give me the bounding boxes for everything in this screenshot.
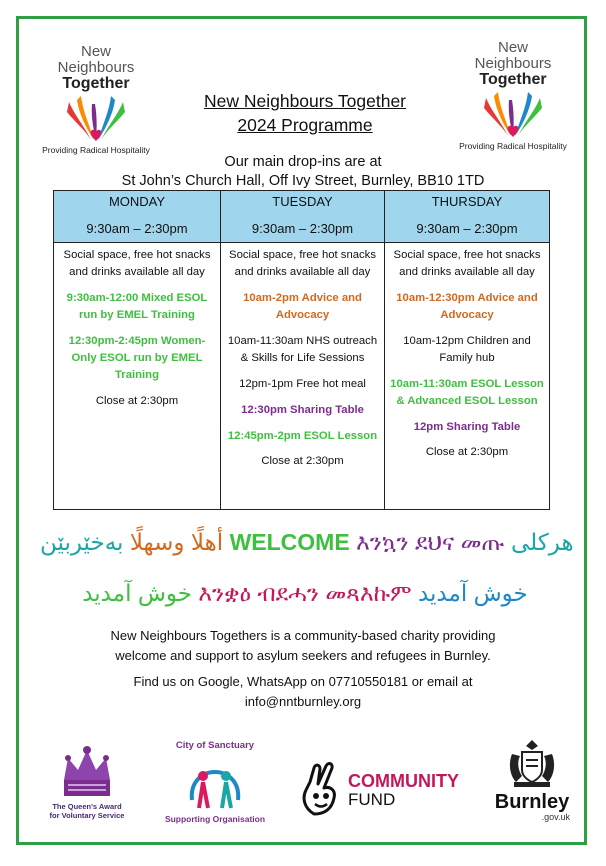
welcome-multilingual-row-1 bbox=[40, 529, 574, 555]
sanctuary-top-text: City of Sanctuary bbox=[175, 740, 255, 751]
welcome-farsi: خوش آمدید bbox=[417, 580, 528, 606]
schedule-entry: Social space, free hot snacks and drinks available all day bbox=[229, 249, 376, 278]
schedule-entry: 12pm-1pm Free hot meal bbox=[239, 377, 366, 390]
page-title bbox=[160, 90, 450, 137]
intro-venue-address: St John’s Church Hall, Off Ivy Street, Burnley, BB10 1TD bbox=[121, 172, 485, 189]
schedule-entry: Close at 2:30pm bbox=[95, 394, 179, 407]
logo-word-new: New bbox=[497, 39, 528, 56]
intro-line-1: Our main drop-ins are at bbox=[224, 154, 382, 170]
welcome-sorani: بەخێربێن bbox=[40, 529, 124, 555]
schedule-body-row bbox=[54, 243, 550, 510]
crossed-fingers-icon bbox=[296, 760, 348, 818]
crown-icon bbox=[58, 744, 116, 800]
day-label: THURSDAY bbox=[431, 194, 503, 209]
community-fund-logo bbox=[296, 760, 478, 820]
community-fund-word-2: FUND bbox=[348, 789, 396, 809]
schedule-entry: 10am-2pm Advice and Advocacy bbox=[243, 291, 362, 321]
schedule-entry: Close at 2:30pm bbox=[425, 446, 509, 459]
burnley-name: Burnley bbox=[494, 791, 570, 813]
about-line-1: New Neighbours Togethers is a community-based charity providing bbox=[110, 628, 496, 643]
welcome-english: WELCOME bbox=[229, 529, 350, 555]
contact-email: info@nntburnley.org bbox=[244, 694, 362, 710]
schedule-entry: 12:30pm-2:45pm Women-Only ESOL run by EMEL Training bbox=[68, 334, 206, 381]
schedule-entry: 10am-11:30am ESOL Lesson & Advanced ESOL Lesson bbox=[390, 377, 544, 407]
nnt-logo-right bbox=[452, 40, 574, 151]
day-label: MONDAY bbox=[108, 194, 166, 209]
coat-of-arms-icon bbox=[504, 736, 560, 790]
hands-heart-icon bbox=[478, 90, 548, 140]
schedule-entry: Close at 2:30pm bbox=[261, 455, 344, 468]
monday-header bbox=[54, 191, 221, 243]
welcome-arabic: أهلًا وسهلًا bbox=[129, 529, 224, 555]
day-label: TUESDAY bbox=[272, 194, 333, 209]
queens-award-logo bbox=[44, 744, 130, 821]
thursday-header bbox=[385, 191, 550, 243]
hours-label: 9:30am – 2:30pm bbox=[416, 221, 518, 236]
logo-tagline: Providing Radical Hospitality bbox=[459, 141, 567, 152]
queens-award-line-1: The Queen's Award bbox=[52, 802, 122, 811]
burnley-council-logo bbox=[490, 736, 574, 822]
contact-info bbox=[40, 672, 566, 712]
venue-intro bbox=[60, 153, 546, 191]
schedule-table bbox=[53, 190, 550, 510]
thursday-column bbox=[385, 243, 550, 510]
schedule-entry: 12:45pm-2pm ESOL Lesson bbox=[227, 429, 378, 442]
contact-line-1: Find us on Google, WhatsApp on 07710550181 or email at bbox=[133, 674, 473, 689]
schedule-entry: Social space, free hot snacks and drinks available all day bbox=[63, 249, 211, 278]
city-of-sanctuary-logo bbox=[162, 736, 268, 830]
schedule-entry: 10am-12pm Children and Family hub bbox=[403, 334, 531, 364]
nnt-logo-left bbox=[36, 44, 156, 155]
welcome-dari: خوش آمدید bbox=[82, 580, 193, 606]
schedule-header-row bbox=[54, 191, 550, 243]
tuesday-header bbox=[221, 191, 385, 243]
burnley-domain: .gov.uk bbox=[541, 812, 570, 822]
logo-word-neighbours: Neighbours bbox=[57, 58, 135, 76]
logo-word-new: New bbox=[80, 43, 111, 60]
about-line-2: welcome and support to asylum seekers and refugees in Burnley. bbox=[115, 648, 491, 664]
title-line-2: 2024 Programme bbox=[237, 114, 373, 135]
tuesday-column bbox=[221, 243, 385, 510]
schedule-entry: 10am-11:30am NHS outreach & Skills for Life Sessions bbox=[227, 334, 378, 364]
queens-award-line-2: for Voluntary Service bbox=[49, 811, 125, 821]
logo-word-neighbours: Neighbours bbox=[474, 54, 552, 72]
title-line-1: New Neighbours Together bbox=[203, 91, 407, 111]
welcome-kurdish: هرکلی bbox=[511, 529, 574, 555]
welcome-tigrinya: እንቋዕ ብደሓን መጻእኩም bbox=[198, 580, 412, 606]
sanctuary-bottom-text: Supporting Organisation bbox=[164, 814, 266, 824]
about-charity bbox=[40, 626, 566, 666]
hours-label: 9:30am – 2:30pm bbox=[251, 221, 354, 236]
schedule-entry: 12pm Sharing Table bbox=[413, 420, 521, 433]
logo-word-together: Together bbox=[479, 70, 547, 88]
monday-column bbox=[54, 243, 221, 510]
welcome-eritrean: እንኳን ደህና መጡ bbox=[356, 529, 505, 555]
welcome-multilingual-row-2 bbox=[40, 582, 570, 605]
logo-tagline: Providing Radical Hospitality bbox=[42, 145, 150, 156]
schedule-entry: 12:30pm Sharing Table bbox=[241, 403, 364, 416]
schedule-entry: Social space, free hot snacks and drinks available all day bbox=[393, 249, 541, 278]
hours-label: 9:30am – 2:30pm bbox=[86, 221, 188, 236]
schedule-entry: 9:30am-12:00 Mixed ESOL run by EMEL Training bbox=[66, 291, 208, 321]
schedule-entry: 10am-12:30pm Advice and Advocacy bbox=[396, 291, 538, 321]
community-fund-word-1: COMMUNITY bbox=[348, 771, 459, 791]
hands-heart-icon bbox=[61, 94, 131, 144]
logo-word-together: Together bbox=[62, 74, 130, 92]
